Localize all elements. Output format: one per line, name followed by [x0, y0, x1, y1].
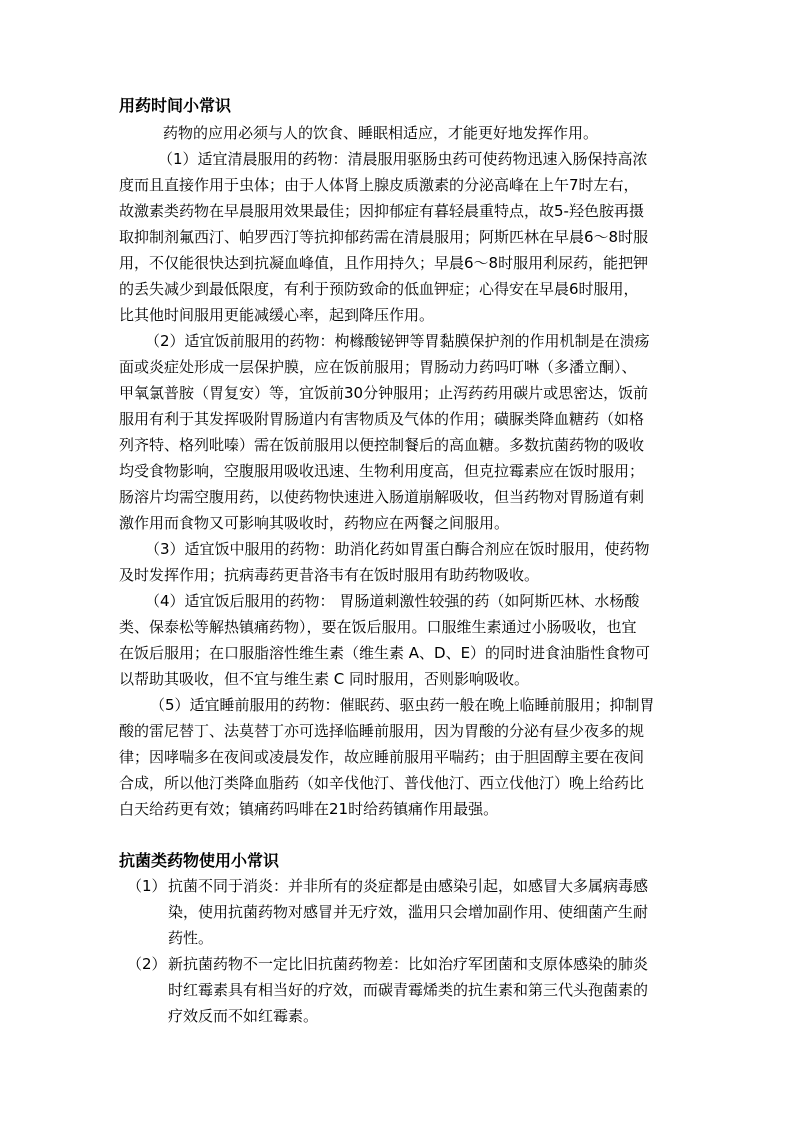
paragraph-1-line: 度而且直接作用于虫体；由于人体肾上腺皮质激素的分泌高峰在上午7时左右， [119, 176, 639, 194]
section-title-antibiotics: 抗菌类药物使用小常识 [119, 851, 280, 870]
list-item-line: 时红霉素具有相当好的疗效，而碳青霉烯类的抗生素和第三代头孢菌素的 [168, 981, 649, 999]
paragraph-2-line: （2）适宜饭前服用的药物：枸橼酸铋钾等胃黏膜保护剂的作用机制是在溃疡 [145, 332, 650, 350]
paragraph-2-line: 激作用而食物又可影响其吸收时，药物应在两餐之间服用。 [119, 514, 510, 532]
paragraph-2-line: 均受食物影响，空腹服用吸收迅速、生物利用度高，但克拉霉素应在饭时服用； [119, 462, 645, 480]
paragraph-5-line: 白天给药更有效；镇痛药吗啡在21时给药镇痛作用最强。 [119, 800, 499, 818]
list-item-line: 疗效反而不如红霉素。 [168, 1007, 319, 1025]
paragraph-1-line: 比其他时间服用更能减缓心率，起到降压作用。 [119, 306, 435, 324]
paragraph-2-line: 面或炎症处形成一层保护膜，应在饭前服用；胃肠动力药吗叮啉（多潘立酮）、 [119, 358, 637, 376]
paragraph-1-line: （1）适宜清晨服用的药物：清晨服用驱肠虫药可使药物迅速入肠保持高浓 [158, 150, 648, 168]
paragraph-5-line: （5）适宜睡前服用的药物：催眠药、驱虫药一般在晚上临睡前服用；抑制胃 [150, 696, 655, 714]
paragraph-4-line: 在饭后服用；在口服脂溶性维生素（维生素 A、D、E）的同时进食油脂性食物可 [119, 644, 651, 662]
section-title-medication-timing: 用药时间小常识 [119, 96, 232, 115]
paragraph-5-line: 酸的雷尼替丁、法莫替丁亦可选择临睡前服用，因为胃酸的分泌有昼少夜多的规 [119, 722, 645, 740]
paragraph-2-line: 服用有利于其发挥吸附胃肠道内有害物质及气体的作用；磺脲类降血糖药（如格 [119, 410, 645, 428]
paragraph-1-line: 的丢失减少到最低限度，有利于预防致命的低血钾症；心得安在早晨6时服用， [119, 280, 639, 298]
paragraph-4-line: 以帮助其吸收，但不宜与维生素 C 同时服用，否则影响吸收。 [119, 670, 530, 688]
paragraph-4-line: 类、保泰松等解热镇痛药物），要在饭后服用。口服维生素通过小肠吸收，也宜 [119, 618, 637, 636]
paragraph-3-line: （3）适宜饭中服用的药物：助消化药如胃蛋白酶合剂应在饭时服用，使药物 [145, 540, 650, 558]
list-item-line: 抗菌不同于消炎：并非所有的炎症都是由感染引起，如感冒大多属病毒感 [168, 877, 649, 895]
list-item-number: （2） [127, 955, 167, 973]
intro-paragraph: 药物的应用必须与人的饮食、睡眠相适应，才能更好地发挥作用。 [163, 124, 599, 142]
list-item-number: （1） [127, 877, 167, 895]
paragraph-1-line: 故激素类药物在早晨服用效果最佳；因抑郁症有暮轻晨重特点，故5-羟色胺再摄 [119, 202, 644, 220]
paragraph-4-line: （4）适宜饭后服用的药物： 胃肠道刺激性较强的药（如阿斯匹林、水杨酸 [145, 592, 640, 610]
paragraph-2-line: 列齐特、格列吡嗪）需在饭前服用以便控制餐后的高血糖。多数抗菌药物的吸收 [119, 436, 645, 454]
paragraph-3-line: 及时发挥作用；抗病毒药更昔洛韦有在饭时服用有助药物吸收。 [119, 566, 540, 584]
paragraph-2-line: 肠溶片均需空腹用药，以使药物快速进入肠道崩解吸收，但当药物对胃肠道有刺 [119, 488, 645, 506]
paragraph-1-line: 取抑制剂氟西汀、帕罗西汀等抗抑郁药需在清晨服用；阿斯匹林在早晨6～8时服 [119, 228, 649, 246]
paragraph-1-line: 用，不仅能很快达到抗凝血峰值，且作用持久；早晨6～8时服用利尿药，能把钾 [119, 254, 649, 272]
paragraph-2-line: 甲氧氯普胺（胃复安）等，宜饭前30分钟服用；止泻药药用碳片或思密达，饭前 [119, 384, 649, 402]
paragraph-5-line: 律；因哮喘多在夜间或凌晨发作，故应睡前服用平喘药；由于胆固醇主要在夜间 [119, 748, 645, 766]
list-item-line: 染，使用抗菌药物对感冒并无疗效，滥用只会增加副作用、使细菌产生耐 [168, 903, 649, 921]
list-item-line: 药性。 [168, 929, 214, 947]
paragraph-5-line: 合成，所以他汀类降血脂药（如辛伐他汀、普伐他汀、西立伐他汀）晚上给药比 [119, 774, 645, 792]
list-item-line: 新抗菌药物不一定比旧抗菌药物差：比如治疗军团菌和支原体感染的肺炎 [168, 955, 649, 973]
